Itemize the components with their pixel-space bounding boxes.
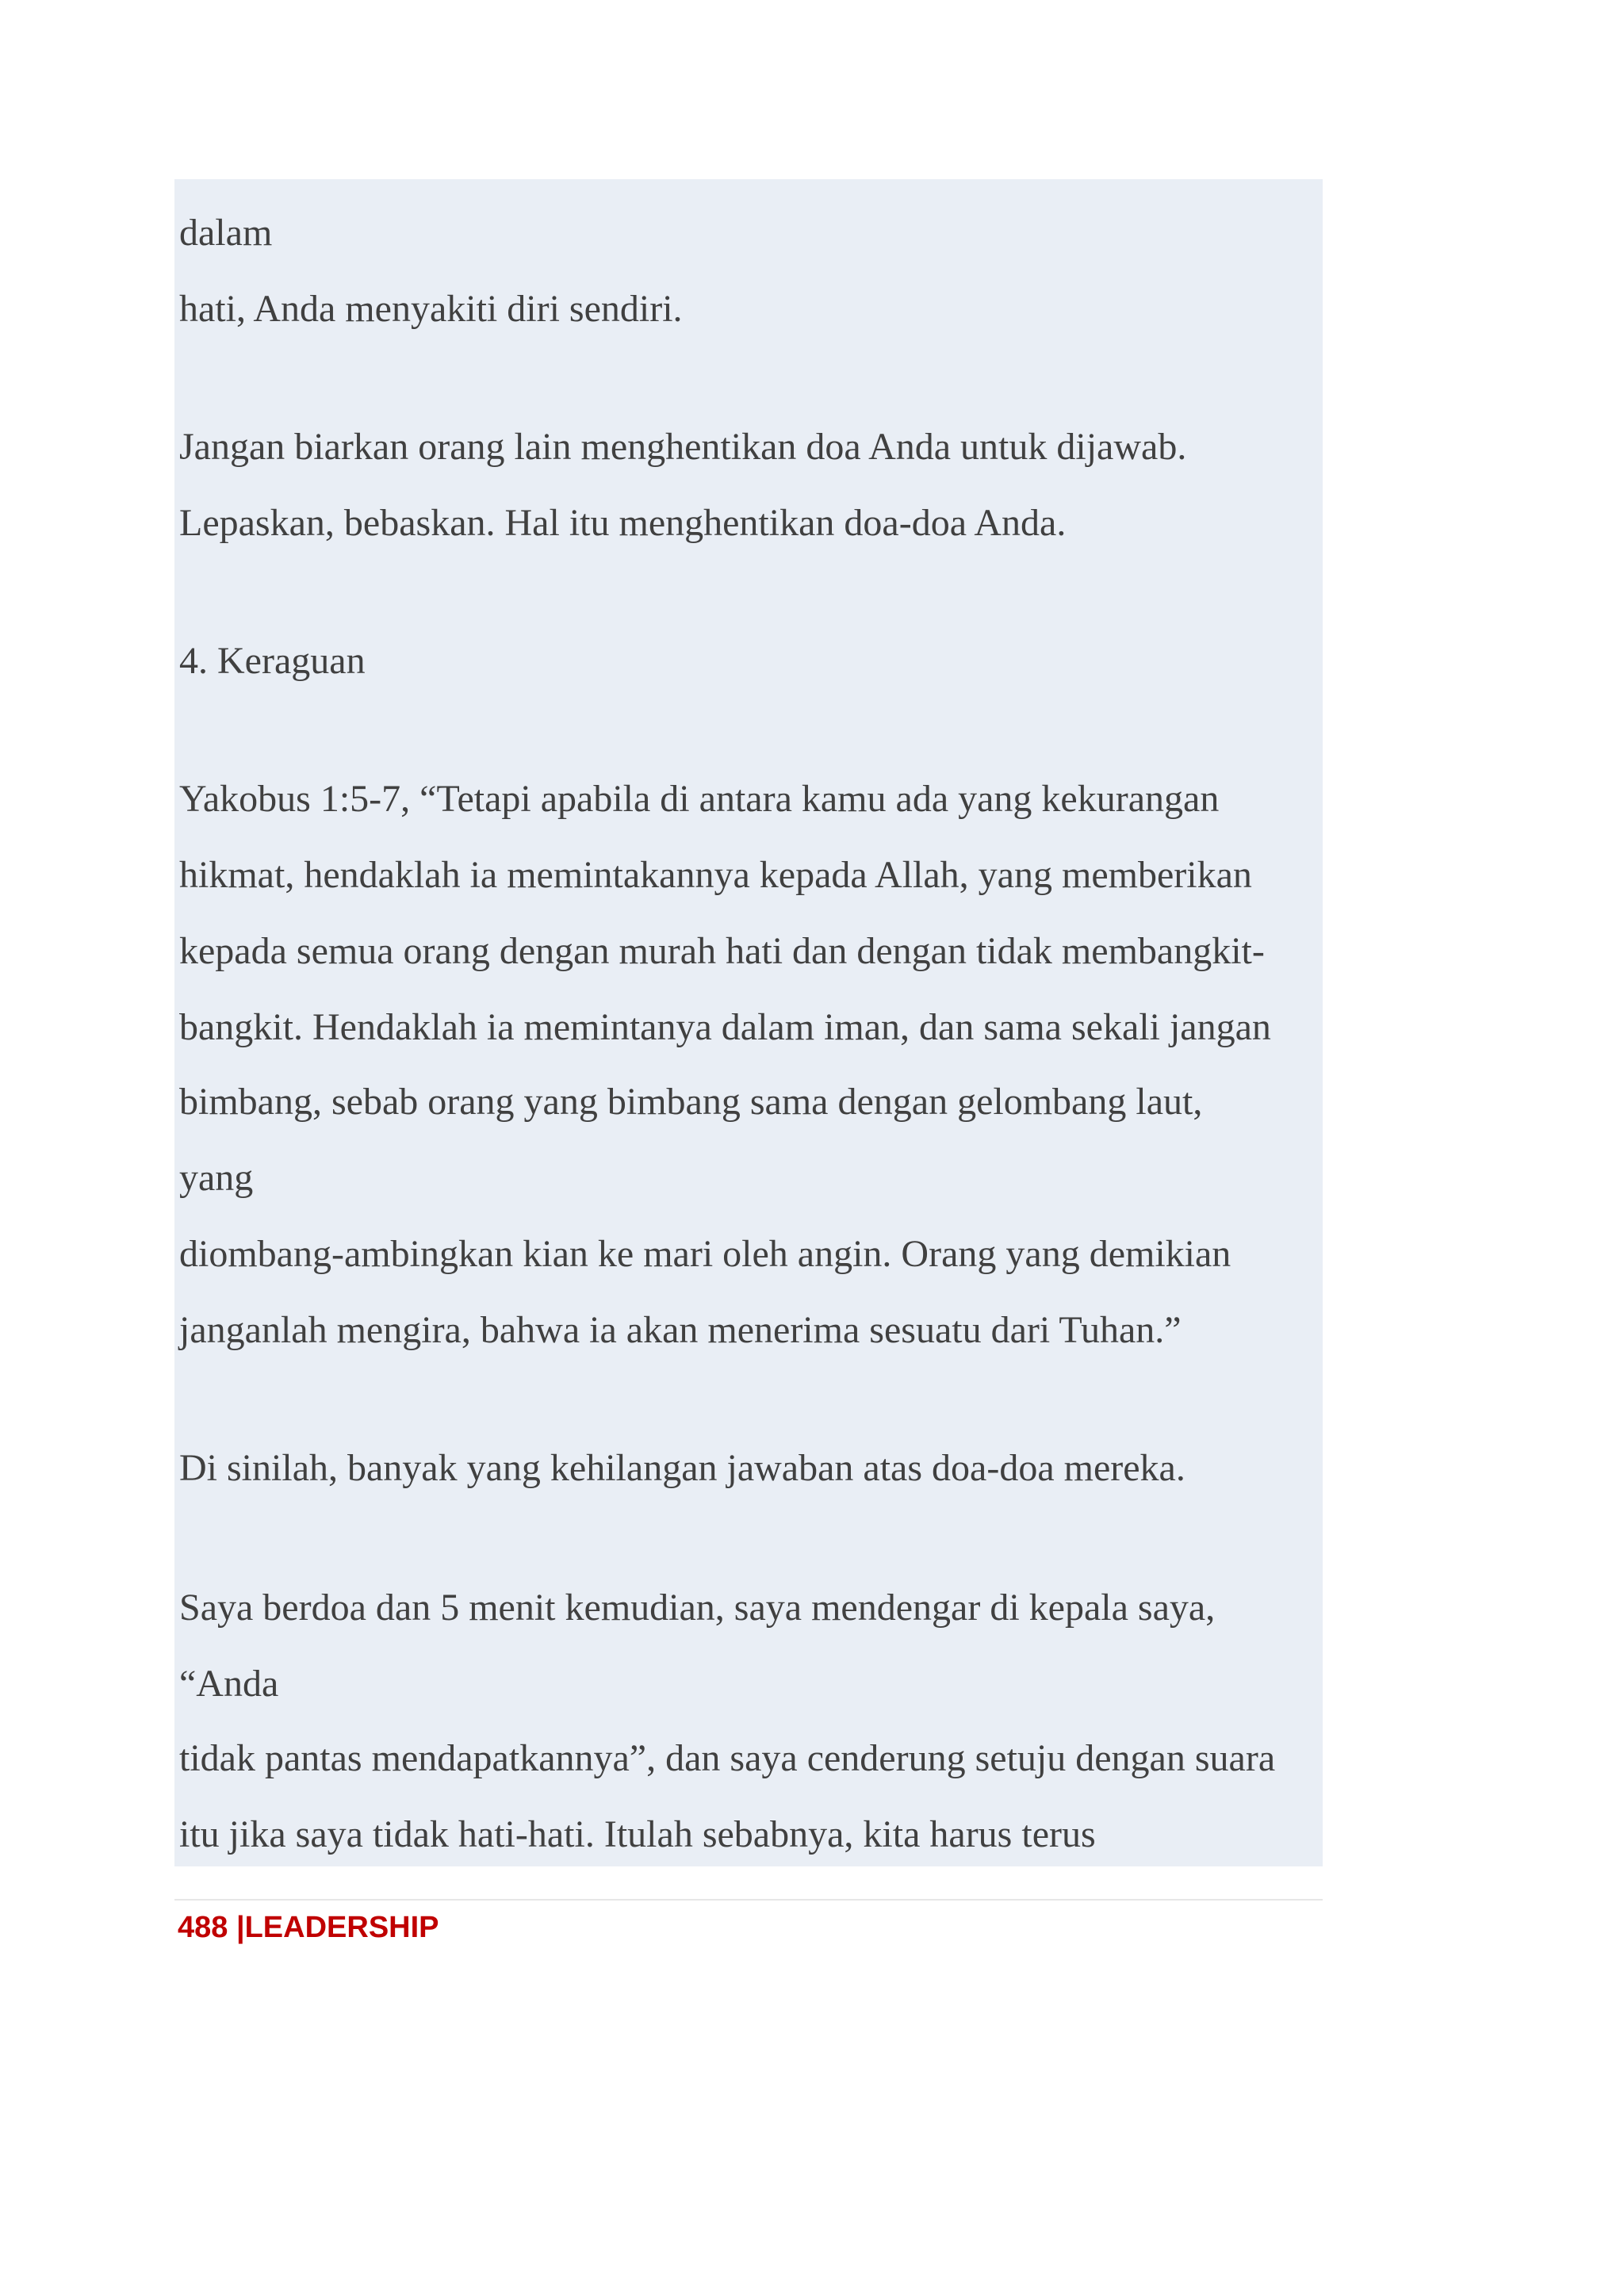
text-line: Lepaskan, bebaskan. Hal itu menghentikan doa-doa Anda. (179, 502, 1067, 544)
text-line: tidak pantas mendapatkannya”, dan saya cenderung setuju dengan suara (179, 1737, 1276, 1779)
text-line: “Anda (179, 1663, 279, 1705)
text-line: yang (179, 1157, 254, 1199)
text-line: dalam (179, 212, 273, 254)
text-line: Yakobus 1:5-7, “Tetapi apabila di antara kamu ada yang kekurangan (179, 778, 1220, 820)
highlighted-text-block (174, 179, 1323, 1866)
footer-divider (174, 1899, 1323, 1901)
text-line: hikmat, hendaklah ia memintakannya kepada Allah, yang memberikan (179, 854, 1252, 896)
text-line: itu jika saya tidak hati-hati. Itulah sebabnya, kita harus terus (179, 1813, 1096, 1855)
text-line: diombang-ambingkan kian ke mari oleh angin. Orang yang demikian (179, 1233, 1231, 1275)
text-line: kepada semua orang dengan murah hati dan dengan tidak membangkit- (179, 930, 1265, 972)
text-line: bangkit. Hendaklah ia memintanya dalam iman, dan sama sekali jangan (179, 1006, 1271, 1048)
text-line: Jangan biarkan orang lain menghentikan doa Anda untuk dijawab. (179, 426, 1187, 468)
text-line: bimbang, sebab orang yang bimbang sama dengan gelombang laut, (179, 1081, 1203, 1123)
text-line: Saya berdoa dan 5 menit kemudian, saya mendengar di kepala saya, (179, 1587, 1216, 1629)
text-line: janganlah mengira, bahwa ia akan menerima sesuatu dari Tuhan.” (179, 1309, 1182, 1351)
text-line: Di sinilah, banyak yang kehilangan jawaban atas doa-doa mereka. (179, 1447, 1185, 1489)
text-line: hati, Anda menyakiti diri sendiri. (179, 288, 683, 330)
text-line: 4. Keraguan (179, 640, 366, 682)
footer-page-label: 488 |LEADERSHIP (178, 1911, 439, 1944)
